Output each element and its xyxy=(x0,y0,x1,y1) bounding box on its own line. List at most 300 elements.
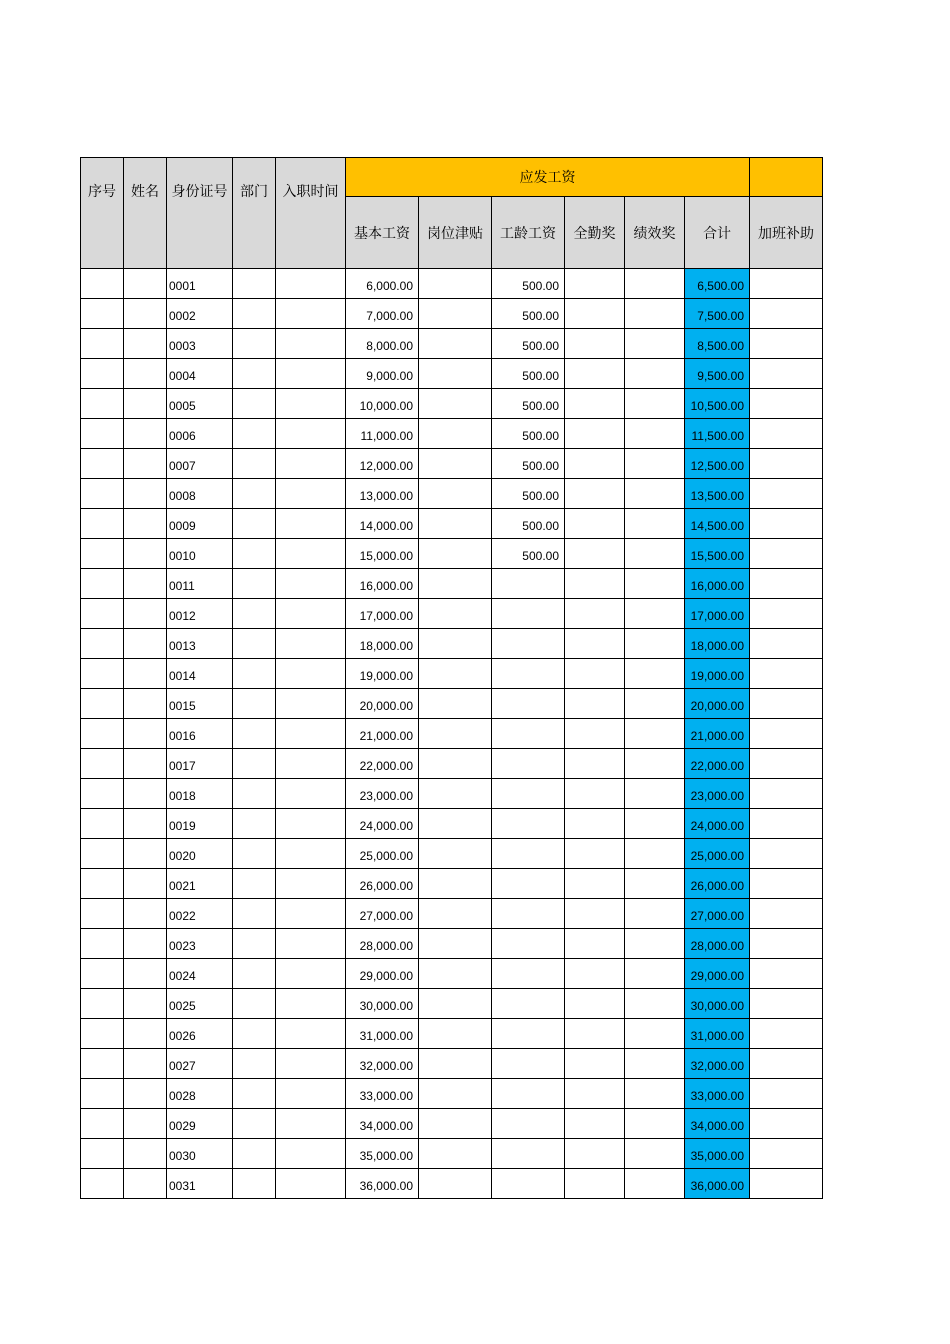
cell-base[interactable]: 28,000.00 xyxy=(346,929,419,959)
cell-id-card[interactable]: 0011 xyxy=(167,569,233,599)
cell-performance[interactable] xyxy=(625,1169,685,1199)
cell-name[interactable] xyxy=(124,359,167,389)
cell-hire-date[interactable] xyxy=(276,989,346,1019)
cell-base[interactable]: 26,000.00 xyxy=(346,869,419,899)
cell-base[interactable]: 35,000.00 xyxy=(346,1139,419,1169)
cell-dept[interactable] xyxy=(233,1079,276,1109)
cell-dept[interactable] xyxy=(233,449,276,479)
cell-performance[interactable] xyxy=(625,389,685,419)
cell-name[interactable] xyxy=(124,269,167,299)
cell-performance[interactable] xyxy=(625,1079,685,1109)
cell-post-allowance[interactable] xyxy=(419,569,492,599)
cell-performance[interactable] xyxy=(625,569,685,599)
cell-overtime[interactable] xyxy=(750,569,823,599)
cell-seq[interactable] xyxy=(81,659,124,689)
cell-id-card[interactable]: 0024 xyxy=(167,959,233,989)
cell-base[interactable]: 10,000.00 xyxy=(346,389,419,419)
col-header-id-card[interactable]: 身份证号 xyxy=(167,158,233,269)
cell-attendance[interactable] xyxy=(565,419,625,449)
cell-seq[interactable] xyxy=(81,719,124,749)
cell-overtime[interactable] xyxy=(750,419,823,449)
cell-id-card[interactable]: 0025 xyxy=(167,989,233,1019)
cell-total[interactable]: 8,500.00 xyxy=(685,329,750,359)
cell-performance[interactable] xyxy=(625,479,685,509)
cell-hire-date[interactable] xyxy=(276,839,346,869)
cell-seq[interactable] xyxy=(81,389,124,419)
cell-hire-date[interactable] xyxy=(276,959,346,989)
cell-overtime[interactable] xyxy=(750,269,823,299)
cell-dept[interactable] xyxy=(233,959,276,989)
cell-name[interactable] xyxy=(124,689,167,719)
cell-seq[interactable] xyxy=(81,689,124,719)
cell-post-allowance[interactable] xyxy=(419,929,492,959)
cell-total[interactable]: 29,000.00 xyxy=(685,959,750,989)
cell-overtime[interactable] xyxy=(750,689,823,719)
cell-total[interactable]: 20,000.00 xyxy=(685,689,750,719)
cell-attendance[interactable] xyxy=(565,989,625,1019)
cell-overtime[interactable] xyxy=(750,1049,823,1079)
cell-performance[interactable] xyxy=(625,779,685,809)
cell-attendance[interactable] xyxy=(565,479,625,509)
cell-overtime[interactable] xyxy=(750,959,823,989)
cell-dept[interactable] xyxy=(233,539,276,569)
cell-performance[interactable] xyxy=(625,509,685,539)
col-header-overtime[interactable]: 加班补助 xyxy=(750,197,823,269)
cell-name[interactable] xyxy=(124,299,167,329)
cell-performance[interactable] xyxy=(625,449,685,479)
cell-seniority[interactable]: 500.00 xyxy=(492,269,565,299)
cell-post-allowance[interactable] xyxy=(419,1109,492,1139)
cell-attendance[interactable] xyxy=(565,449,625,479)
cell-hire-date[interactable] xyxy=(276,539,346,569)
cell-performance[interactable] xyxy=(625,539,685,569)
cell-id-card[interactable]: 0020 xyxy=(167,839,233,869)
cell-total[interactable]: 23,000.00 xyxy=(685,779,750,809)
col-header-post-allowance[interactable]: 岗位津贴 xyxy=(419,197,492,269)
cell-attendance[interactable] xyxy=(565,749,625,779)
cell-name[interactable] xyxy=(124,749,167,779)
cell-id-card[interactable]: 0006 xyxy=(167,419,233,449)
cell-total[interactable]: 32,000.00 xyxy=(685,1049,750,1079)
cell-post-allowance[interactable] xyxy=(419,539,492,569)
cell-hire-date[interactable] xyxy=(276,749,346,779)
cell-attendance[interactable] xyxy=(565,1139,625,1169)
cell-id-card[interactable]: 0017 xyxy=(167,749,233,779)
cell-attendance[interactable] xyxy=(565,1079,625,1109)
cell-dept[interactable] xyxy=(233,1109,276,1139)
cell-seniority[interactable] xyxy=(492,599,565,629)
cell-total[interactable]: 7,500.00 xyxy=(685,299,750,329)
cell-total[interactable]: 9,500.00 xyxy=(685,359,750,389)
cell-performance[interactable] xyxy=(625,269,685,299)
cell-seq[interactable] xyxy=(81,869,124,899)
cell-post-allowance[interactable] xyxy=(419,269,492,299)
cell-seq[interactable] xyxy=(81,509,124,539)
cell-name[interactable] xyxy=(124,1079,167,1109)
cell-attendance[interactable] xyxy=(565,1109,625,1139)
cell-dept[interactable] xyxy=(233,599,276,629)
cell-seq[interactable] xyxy=(81,899,124,929)
cell-dept[interactable] xyxy=(233,869,276,899)
cell-id-card[interactable]: 0030 xyxy=(167,1139,233,1169)
cell-post-allowance[interactable] xyxy=(419,479,492,509)
cell-seniority[interactable] xyxy=(492,839,565,869)
cell-seq[interactable] xyxy=(81,839,124,869)
cell-seq[interactable] xyxy=(81,269,124,299)
cell-hire-date[interactable] xyxy=(276,659,346,689)
cell-name[interactable] xyxy=(124,389,167,419)
cell-overtime[interactable] xyxy=(750,599,823,629)
cell-performance[interactable] xyxy=(625,809,685,839)
cell-dept[interactable] xyxy=(233,989,276,1019)
cell-base[interactable]: 15,000.00 xyxy=(346,539,419,569)
cell-name[interactable] xyxy=(124,989,167,1019)
cell-attendance[interactable] xyxy=(565,599,625,629)
cell-attendance[interactable] xyxy=(565,839,625,869)
cell-performance[interactable] xyxy=(625,599,685,629)
cell-id-card[interactable]: 0031 xyxy=(167,1169,233,1199)
cell-dept[interactable] xyxy=(233,659,276,689)
cell-attendance[interactable] xyxy=(565,299,625,329)
cell-total[interactable]: 13,500.00 xyxy=(685,479,750,509)
cell-overtime[interactable] xyxy=(750,1169,823,1199)
cell-seq[interactable] xyxy=(81,599,124,629)
cell-id-card[interactable]: 0027 xyxy=(167,1049,233,1079)
cell-id-card[interactable]: 0023 xyxy=(167,929,233,959)
cell-attendance[interactable] xyxy=(565,359,625,389)
cell-seniority[interactable] xyxy=(492,899,565,929)
cell-overtime[interactable] xyxy=(750,449,823,479)
cell-post-allowance[interactable] xyxy=(419,659,492,689)
cell-hire-date[interactable] xyxy=(276,719,346,749)
cell-post-allowance[interactable] xyxy=(419,779,492,809)
col-header-attendance[interactable]: 全勤奖 xyxy=(565,197,625,269)
cell-hire-date[interactable] xyxy=(276,299,346,329)
cell-seniority[interactable] xyxy=(492,779,565,809)
cell-total[interactable]: 26,000.00 xyxy=(685,869,750,899)
col-header-performance[interactable]: 绩效奖 xyxy=(625,197,685,269)
cell-hire-date[interactable] xyxy=(276,569,346,599)
cell-seq[interactable] xyxy=(81,449,124,479)
cell-hire-date[interactable] xyxy=(276,1019,346,1049)
cell-id-card[interactable]: 0015 xyxy=(167,689,233,719)
cell-attendance[interactable] xyxy=(565,629,625,659)
cell-id-card[interactable]: 0012 xyxy=(167,599,233,629)
cell-base[interactable]: 16,000.00 xyxy=(346,569,419,599)
cell-id-card[interactable]: 0009 xyxy=(167,509,233,539)
cell-performance[interactable] xyxy=(625,719,685,749)
cell-total[interactable]: 18,000.00 xyxy=(685,629,750,659)
cell-seq[interactable] xyxy=(81,419,124,449)
cell-name[interactable] xyxy=(124,779,167,809)
cell-dept[interactable] xyxy=(233,719,276,749)
cell-overtime[interactable] xyxy=(750,359,823,389)
cell-performance[interactable] xyxy=(625,629,685,659)
col-header-seniority[interactable]: 工龄工资 xyxy=(492,197,565,269)
cell-performance[interactable] xyxy=(625,929,685,959)
cell-post-allowance[interactable] xyxy=(419,839,492,869)
cell-id-card[interactable]: 0026 xyxy=(167,1019,233,1049)
cell-performance[interactable] xyxy=(625,659,685,689)
cell-post-allowance[interactable] xyxy=(419,749,492,779)
cell-seq[interactable] xyxy=(81,569,124,599)
cell-seniority[interactable] xyxy=(492,1109,565,1139)
cell-dept[interactable] xyxy=(233,389,276,419)
cell-id-card[interactable]: 0003 xyxy=(167,329,233,359)
cell-hire-date[interactable] xyxy=(276,779,346,809)
cell-dept[interactable] xyxy=(233,779,276,809)
cell-name[interactable] xyxy=(124,1139,167,1169)
cell-name[interactable] xyxy=(124,569,167,599)
cell-dept[interactable] xyxy=(233,689,276,719)
cell-total[interactable]: 21,000.00 xyxy=(685,719,750,749)
cell-total[interactable]: 28,000.00 xyxy=(685,929,750,959)
cell-seq[interactable] xyxy=(81,809,124,839)
cell-performance[interactable] xyxy=(625,1109,685,1139)
cell-dept[interactable] xyxy=(233,1019,276,1049)
cell-base[interactable]: 34,000.00 xyxy=(346,1109,419,1139)
cell-overtime[interactable] xyxy=(750,749,823,779)
cell-performance[interactable] xyxy=(625,839,685,869)
cell-total[interactable]: 12,500.00 xyxy=(685,449,750,479)
cell-dept[interactable] xyxy=(233,749,276,779)
cell-performance[interactable] xyxy=(625,749,685,779)
cell-hire-date[interactable] xyxy=(276,1079,346,1109)
cell-name[interactable] xyxy=(124,599,167,629)
cell-base[interactable]: 12,000.00 xyxy=(346,449,419,479)
cell-post-allowance[interactable] xyxy=(419,299,492,329)
cell-total[interactable]: 35,000.00 xyxy=(685,1139,750,1169)
cell-seq[interactable] xyxy=(81,989,124,1019)
cell-overtime[interactable] xyxy=(750,869,823,899)
cell-performance[interactable] xyxy=(625,899,685,929)
cell-seq[interactable] xyxy=(81,1169,124,1199)
cell-hire-date[interactable] xyxy=(276,359,346,389)
cell-overtime[interactable] xyxy=(750,539,823,569)
cell-seniority[interactable] xyxy=(492,569,565,599)
cell-name[interactable] xyxy=(124,719,167,749)
cell-attendance[interactable] xyxy=(565,1019,625,1049)
cell-base[interactable]: 30,000.00 xyxy=(346,989,419,1019)
cell-base[interactable]: 6,000.00 xyxy=(346,269,419,299)
cell-attendance[interactable] xyxy=(565,1169,625,1199)
cell-post-allowance[interactable] xyxy=(419,809,492,839)
cell-seq[interactable] xyxy=(81,929,124,959)
cell-seq[interactable] xyxy=(81,539,124,569)
cell-hire-date[interactable] xyxy=(276,929,346,959)
cell-overtime[interactable] xyxy=(750,329,823,359)
cell-attendance[interactable] xyxy=(565,389,625,419)
cell-base[interactable]: 29,000.00 xyxy=(346,959,419,989)
cell-overtime[interactable] xyxy=(750,839,823,869)
cell-id-card[interactable]: 0013 xyxy=(167,629,233,659)
cell-dept[interactable] xyxy=(233,299,276,329)
cell-performance[interactable] xyxy=(625,419,685,449)
cell-id-card[interactable]: 0022 xyxy=(167,899,233,929)
cell-overtime[interactable] xyxy=(750,509,823,539)
cell-hire-date[interactable] xyxy=(276,599,346,629)
cell-id-card[interactable]: 0001 xyxy=(167,269,233,299)
cell-dept[interactable] xyxy=(233,329,276,359)
cell-name[interactable] xyxy=(124,809,167,839)
cell-post-allowance[interactable] xyxy=(419,899,492,929)
cell-attendance[interactable] xyxy=(565,719,625,749)
cell-total[interactable]: 24,000.00 xyxy=(685,809,750,839)
cell-name[interactable] xyxy=(124,899,167,929)
cell-seniority[interactable]: 500.00 xyxy=(492,299,565,329)
cell-hire-date[interactable] xyxy=(276,1049,346,1079)
cell-seniority[interactable] xyxy=(492,719,565,749)
cell-performance[interactable] xyxy=(625,329,685,359)
cell-dept[interactable] xyxy=(233,1169,276,1199)
col-header-hire-date[interactable]: 入职时间 xyxy=(276,158,346,269)
cell-total[interactable]: 17,000.00 xyxy=(685,599,750,629)
cell-post-allowance[interactable] xyxy=(419,869,492,899)
cell-seniority[interactable] xyxy=(492,689,565,719)
cell-id-card[interactable]: 0019 xyxy=(167,809,233,839)
cell-name[interactable] xyxy=(124,449,167,479)
cell-seq[interactable] xyxy=(81,779,124,809)
cell-hire-date[interactable] xyxy=(276,389,346,419)
cell-id-card[interactable]: 0016 xyxy=(167,719,233,749)
cell-total[interactable]: 16,000.00 xyxy=(685,569,750,599)
cell-total[interactable]: 31,000.00 xyxy=(685,1019,750,1049)
cell-post-allowance[interactable] xyxy=(419,359,492,389)
cell-dept[interactable] xyxy=(233,419,276,449)
cell-overtime[interactable] xyxy=(750,1019,823,1049)
cell-name[interactable] xyxy=(124,1109,167,1139)
col-header-base[interactable]: 基本工资 xyxy=(346,197,419,269)
cell-attendance[interactable] xyxy=(565,809,625,839)
cell-hire-date[interactable] xyxy=(276,1109,346,1139)
cell-attendance[interactable] xyxy=(565,569,625,599)
cell-hire-date[interactable] xyxy=(276,809,346,839)
cell-seniority[interactable] xyxy=(492,1169,565,1199)
cell-post-allowance[interactable] xyxy=(419,1169,492,1199)
cell-total[interactable]: 6,500.00 xyxy=(685,269,750,299)
cell-performance[interactable] xyxy=(625,869,685,899)
cell-post-allowance[interactable] xyxy=(419,959,492,989)
cell-attendance[interactable] xyxy=(565,929,625,959)
cell-seq[interactable] xyxy=(81,329,124,359)
cell-base[interactable]: 21,000.00 xyxy=(346,719,419,749)
cell-dept[interactable] xyxy=(233,479,276,509)
cell-attendance[interactable] xyxy=(565,779,625,809)
col-header-total[interactable]: 合计 xyxy=(685,197,750,269)
cell-seniority[interactable] xyxy=(492,929,565,959)
cell-post-allowance[interactable] xyxy=(419,1049,492,1079)
cell-overtime[interactable] xyxy=(750,659,823,689)
cell-performance[interactable] xyxy=(625,299,685,329)
cell-id-card[interactable]: 0005 xyxy=(167,389,233,419)
cell-base[interactable]: 31,000.00 xyxy=(346,1019,419,1049)
cell-seniority[interactable]: 500.00 xyxy=(492,449,565,479)
cell-post-allowance[interactable] xyxy=(419,1139,492,1169)
cell-id-card[interactable]: 0021 xyxy=(167,869,233,899)
cell-base[interactable]: 23,000.00 xyxy=(346,779,419,809)
cell-post-allowance[interactable] xyxy=(419,509,492,539)
cell-hire-date[interactable] xyxy=(276,1169,346,1199)
cell-id-card[interactable]: 0029 xyxy=(167,1109,233,1139)
cell-attendance[interactable] xyxy=(565,899,625,929)
cell-seniority[interactable] xyxy=(492,809,565,839)
cell-post-allowance[interactable] xyxy=(419,1079,492,1109)
cell-id-card[interactable]: 0002 xyxy=(167,299,233,329)
cell-seq[interactable] xyxy=(81,1139,124,1169)
cell-seq[interactable] xyxy=(81,299,124,329)
cell-hire-date[interactable] xyxy=(276,509,346,539)
cell-post-allowance[interactable] xyxy=(419,989,492,1019)
cell-seniority[interactable] xyxy=(492,1139,565,1169)
cell-post-allowance[interactable] xyxy=(419,449,492,479)
cell-name[interactable] xyxy=(124,929,167,959)
cell-total[interactable]: 34,000.00 xyxy=(685,1109,750,1139)
cell-performance[interactable] xyxy=(625,689,685,719)
cell-hire-date[interactable] xyxy=(276,329,346,359)
cell-id-card[interactable]: 0014 xyxy=(167,659,233,689)
cell-overtime[interactable] xyxy=(750,809,823,839)
cell-attendance[interactable] xyxy=(565,329,625,359)
cell-base[interactable]: 18,000.00 xyxy=(346,629,419,659)
cell-seniority[interactable] xyxy=(492,749,565,779)
cell-base[interactable]: 8,000.00 xyxy=(346,329,419,359)
cell-overtime[interactable] xyxy=(750,899,823,929)
cell-seq[interactable] xyxy=(81,479,124,509)
cell-seniority[interactable] xyxy=(492,629,565,659)
cell-total[interactable]: 25,000.00 xyxy=(685,839,750,869)
col-header-name[interactable]: 姓名 xyxy=(124,158,167,269)
cell-name[interactable] xyxy=(124,659,167,689)
cell-base[interactable]: 36,000.00 xyxy=(346,1169,419,1199)
cell-seniority[interactable]: 500.00 xyxy=(492,479,565,509)
cell-base[interactable]: 9,000.00 xyxy=(346,359,419,389)
cell-dept[interactable] xyxy=(233,569,276,599)
cell-base[interactable]: 14,000.00 xyxy=(346,509,419,539)
cell-base[interactable]: 27,000.00 xyxy=(346,899,419,929)
cell-dept[interactable] xyxy=(233,269,276,299)
group-header-blank[interactable] xyxy=(750,158,823,197)
cell-post-allowance[interactable] xyxy=(419,329,492,359)
cell-name[interactable] xyxy=(124,509,167,539)
cell-post-allowance[interactable] xyxy=(419,419,492,449)
cell-id-card[interactable]: 0018 xyxy=(167,779,233,809)
cell-seniority[interactable]: 500.00 xyxy=(492,329,565,359)
cell-name[interactable] xyxy=(124,839,167,869)
cell-attendance[interactable] xyxy=(565,689,625,719)
cell-name[interactable] xyxy=(124,629,167,659)
cell-dept[interactable] xyxy=(233,1049,276,1079)
cell-base[interactable]: 33,000.00 xyxy=(346,1079,419,1109)
cell-performance[interactable] xyxy=(625,1019,685,1049)
cell-hire-date[interactable] xyxy=(276,449,346,479)
cell-overtime[interactable] xyxy=(750,779,823,809)
cell-hire-date[interactable] xyxy=(276,1139,346,1169)
col-header-dept[interactable]: 部门 xyxy=(233,158,276,269)
cell-overtime[interactable] xyxy=(750,1079,823,1109)
cell-base[interactable]: 11,000.00 xyxy=(346,419,419,449)
cell-hire-date[interactable] xyxy=(276,419,346,449)
cell-dept[interactable] xyxy=(233,899,276,929)
cell-seniority[interactable] xyxy=(492,1019,565,1049)
cell-hire-date[interactable] xyxy=(276,869,346,899)
cell-overtime[interactable] xyxy=(750,479,823,509)
cell-total[interactable]: 22,000.00 xyxy=(685,749,750,779)
cell-attendance[interactable] xyxy=(565,539,625,569)
cell-dept[interactable] xyxy=(233,839,276,869)
col-header-seq[interactable]: 序号 xyxy=(81,158,124,269)
cell-seniority[interactable]: 500.00 xyxy=(492,389,565,419)
cell-performance[interactable] xyxy=(625,959,685,989)
